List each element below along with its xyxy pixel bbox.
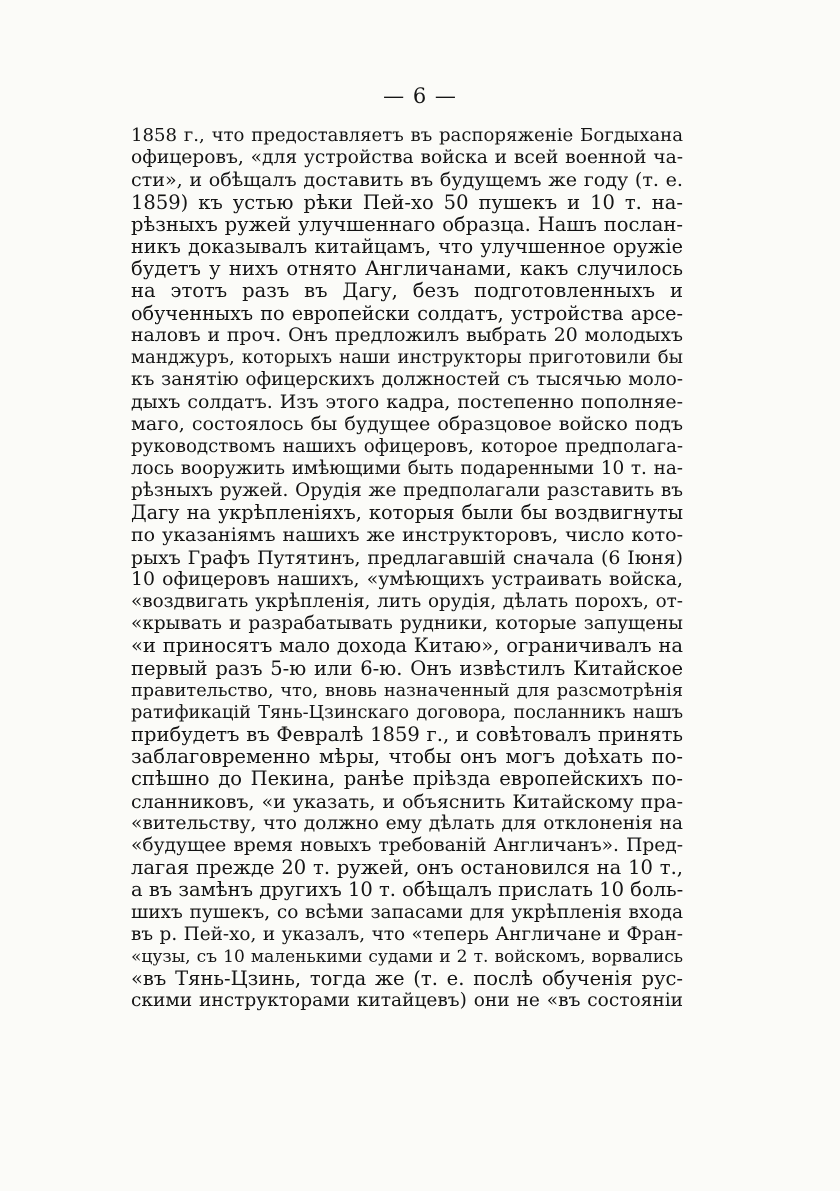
body-text [131,125,683,1013]
text-line: правительство, что, вновь назначенный для разсмотрѣнія [131,680,683,701]
text-line: никъ доказывалъ китайцамъ, что улучшенное оружіе [131,234,683,258]
text-line: заблаговременно мѣры, чтобы онъ могъ доѣхать по- [131,745,683,769]
text-line: скими инструкторами китайцевъ) они не «въ состояніи [131,990,683,1012]
text-line: рѣзныхъ ружей улучшеннаго образца. Нашъ послан- [131,212,683,236]
page-number: — 6 — [383,84,457,108]
text-line: «цузы, съ 10 маленькими судами и 2 т. войскомъ, ворвались [131,946,683,967]
text-line: прибудетъ въ Февралѣ 1859 г., и совѣтовалъ принять [131,723,683,747]
text-line: въ р. Пей-хо, и указалъ, что «теперь Англичане и Фран- [131,923,683,945]
text-line: будетъ у нихъ отнято Англичанами, какъ случилось [131,257,683,281]
text-line: лось вооружить имѣющими быть подаренными 10 т. на- [131,457,683,479]
text-line: обученныхъ по европейски солдатъ, устройства арсе- [131,301,683,325]
text-line: ратификацій Тянь-Цзинскаго договора, посланникъ нашъ [131,702,683,723]
text-line: «вительству, что должно ему дѣлать для отклоненія на [131,812,683,834]
text-line: 1859) къ устью рѣки Пей-хо 50 пушекъ и 10 т. на- [131,190,683,214]
text-line: офицеровъ, «для устройства войска и всей военной ча- [131,147,683,169]
text-line: руководствомъ нашихъ офицеровъ, которое предполага- [131,435,683,457]
text-line: лагая прежде 20 т. ружей, онъ остановился на 10 т., [131,856,683,880]
text-line: а въ замѣнъ другихъ 10 т. обѣщалъ прислать 10 боль- [131,878,684,902]
text-line: шихъ пушекъ, со всѣми запасами для укрѣпленія входа [131,901,683,923]
text-line: «и приносятъ мало дохода Китаю», ограничивалъ на [131,634,683,658]
text-line: на этотъ разъ въ Дагу, безъ подготовленныхъ и [131,279,683,303]
text-line: маго, состоялось бы будущее образцовое войско подъ [131,412,683,436]
text-line: 1858 г., что предоставляетъ въ распоряженіе Богдыхана [131,125,683,146]
text-line: наловъ и проч. Онъ предложилъ выбрать 20 молодыхъ [131,324,683,346]
text-line: сти», и обѣщалъ доставить въ будущемъ же году (т. е. [131,168,683,192]
text-line: по указаніямъ нашихъ же инструкторовъ, число кото- [131,524,683,547]
text-line: 10 офицеровъ нашихъ, «умѣющихъ устраивать войска, [131,568,683,590]
text-line: Дагу на укрѣпленіяхъ, которыя были бы воздвигнуты [131,501,683,525]
text-line: спѣшно до Пекина, ранѣе пріѣзда европейскихъ по- [131,767,683,791]
text-line: «въ Тянь-Цзинь, тогда же (т. е. послѣ обученія рус- [131,967,683,991]
text-line: «воздвигать укрѣпленія, лить орудія, дѣлать порохъ, от- [131,590,683,612]
text-line: «крывать и разрабатывать рудники, которые запущены [131,613,683,635]
text-line: рѣзныхъ ружей. Орудія же предполагали разставить въ [131,480,683,501]
text-line: сланниковъ, «и указать, и объяснить Китайскому пра- [131,790,683,813]
text-line: дыхъ солдатъ. Изъ этого кадра, постепенно пополняе- [131,391,683,414]
text-line: рыхъ Графъ Путятинъ, предлагавшій сначала (6 Іюня) [131,546,683,569]
text-line: первый разъ 5-ю или 6-ю. Онъ извѣстилъ Китайское [131,656,683,680]
text-line: къ занятію офицерскихъ должностей съ тысячью моло- [131,369,683,391]
text-line: манджуръ, которыхъ наши инструкторы приготовили бы [131,346,683,368]
text-line: «будущее время новыхъ требованій Англичанъ». Пред- [131,835,683,856]
